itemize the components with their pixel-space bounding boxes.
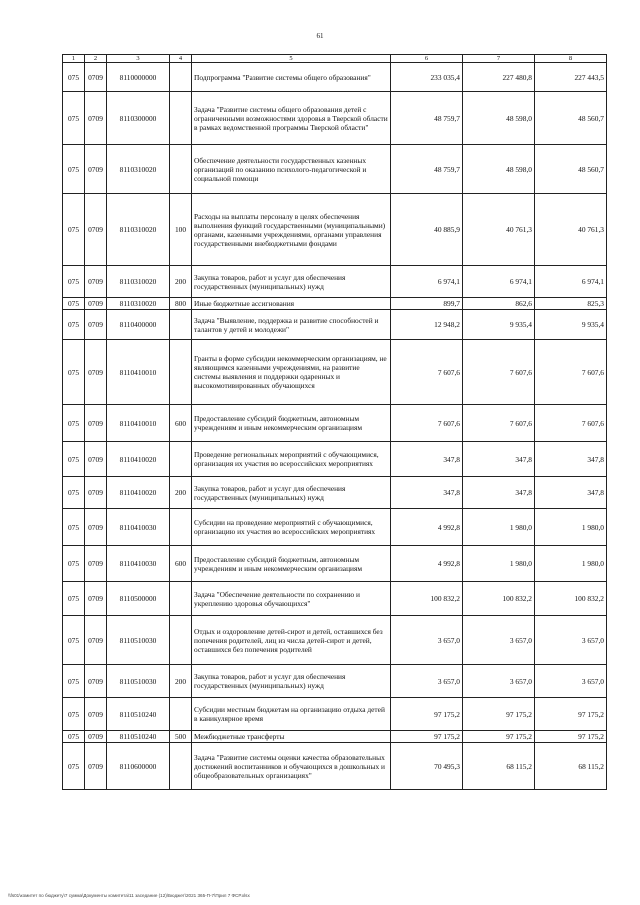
cell-amount-col8: 7 607,6 xyxy=(535,340,607,405)
cell-admin-code: 075 xyxy=(63,698,85,731)
cell-amount-col8: 68 115,2 xyxy=(535,743,607,790)
cell-amount-col6: 3 657,0 xyxy=(391,616,463,665)
cell-amount-col7: 3 657,0 xyxy=(463,665,535,698)
cell-description: Закупка товаров, работ и услуг для обеспечения государственных (муниципальных) нужд xyxy=(192,477,391,509)
cell-amount-col8: 48 560,7 xyxy=(535,145,607,194)
cell-amount-col8: 7 607,6 xyxy=(535,405,607,442)
cell-section-code: 0709 xyxy=(85,509,107,546)
cell-expense-type xyxy=(170,616,192,665)
cell-amount-col8: 97 175,2 xyxy=(535,698,607,731)
cell-description: Задача "Развитие системы оценки качества образовательных достижений воспитанников и обучающихся в дошкольных и общеобразовательных организациях" xyxy=(192,743,391,790)
cell-target-code: 8110510240 xyxy=(107,731,170,743)
cell-admin-code: 075 xyxy=(63,477,85,509)
cell-expense-type: 100 xyxy=(170,194,192,266)
cell-amount-col8: 227 443,5 xyxy=(535,63,607,92)
table-row xyxy=(63,546,607,582)
cell-admin-code: 075 xyxy=(63,582,85,616)
cell-section-code: 0709 xyxy=(85,616,107,665)
cell-section-code: 0709 xyxy=(85,298,107,310)
cell-section-code: 0709 xyxy=(85,405,107,442)
cell-description: Отдых и оздоровление детей-сирот и детей, оставшихся без попечения родителей, лиц из числа детей-сирот и детей, оставшихся без попечения родителей xyxy=(192,616,391,665)
cell-section-code: 0709 xyxy=(85,92,107,145)
cell-amount-col7: 100 832,2 xyxy=(463,582,535,616)
cell-amount-col7: 1 980,0 xyxy=(463,546,535,582)
table-row xyxy=(63,477,607,509)
table-row xyxy=(63,743,607,790)
cell-target-code: 8110310020 xyxy=(107,298,170,310)
cell-amount-col7: 97 175,2 xyxy=(463,698,535,731)
cell-amount-col6: 7 607,6 xyxy=(391,405,463,442)
cell-description: Подпрограмма "Развитие системы общего образования" xyxy=(192,63,391,92)
cell-amount-col8: 3 657,0 xyxy=(535,665,607,698)
table-row xyxy=(63,266,607,298)
table-row xyxy=(63,405,607,442)
cell-admin-code: 075 xyxy=(63,442,85,477)
cell-amount-col8: 347,8 xyxy=(535,442,607,477)
cell-amount-col7: 68 115,2 xyxy=(463,743,535,790)
cell-description: Гранты в форме субсидии некоммерческим организациям, не являющимся казенными учреждениями, на развитие системы выявления и поддержки одаренных и высокомотивированных обучающихся xyxy=(192,340,391,405)
cell-expense-type xyxy=(170,509,192,546)
cell-description: Иные бюджетные ассигнования xyxy=(192,298,391,310)
table-row xyxy=(63,698,607,731)
table-row xyxy=(63,194,607,266)
cell-section-code: 0709 xyxy=(85,63,107,92)
cell-expense-type xyxy=(170,340,192,405)
cell-amount-col8: 347,8 xyxy=(535,477,607,509)
cell-amount-col6: 7 607,6 xyxy=(391,340,463,405)
cell-admin-code: 075 xyxy=(63,665,85,698)
cell-description: Закупка товаров, работ и услуг для обеспечения государственных (муниципальных) нужд xyxy=(192,266,391,298)
cell-description: Субсидии на проведение мероприятий с обучающимися, организацию их участия во всероссийских мероприятиях xyxy=(192,509,391,546)
cell-expense-type: 200 xyxy=(170,477,192,509)
table-row xyxy=(63,63,607,92)
cell-amount-col8: 1 980,0 xyxy=(535,509,607,546)
table-row xyxy=(63,509,607,546)
cell-description: Предоставление субсидий бюджетным, автономным учреждениям и иным некоммерческим организациям xyxy=(192,546,391,582)
cell-amount-col7: 227 480,8 xyxy=(463,63,535,92)
cell-amount-col6: 6 974,1 xyxy=(391,266,463,298)
table-row xyxy=(63,340,607,405)
cell-description: Обеспечение деятельности государственных казенных организаций по оказанию психолого-педагогической и социальной помощи xyxy=(192,145,391,194)
cell-amount-col8: 40 761,3 xyxy=(535,194,607,266)
cell-description: Предоставление субсидий бюджетным, автономным учреждениям и иным некоммерческим организациям xyxy=(192,405,391,442)
cell-admin-code: 075 xyxy=(63,731,85,743)
column-header: 7 xyxy=(463,55,535,63)
budget-table xyxy=(62,54,607,790)
table-row xyxy=(63,731,607,743)
cell-section-code: 0709 xyxy=(85,194,107,266)
cell-section-code: 0709 xyxy=(85,743,107,790)
cell-target-code: 8110310020 xyxy=(107,266,170,298)
cell-expense-type xyxy=(170,92,192,145)
cell-amount-col6: 100 832,2 xyxy=(391,582,463,616)
cell-amount-col7: 97 175,2 xyxy=(463,731,535,743)
cell-expense-type xyxy=(170,63,192,92)
cell-amount-col6: 97 175,2 xyxy=(391,731,463,743)
cell-amount-col6: 347,8 xyxy=(391,477,463,509)
cell-amount-col6: 48 759,7 xyxy=(391,145,463,194)
cell-admin-code: 075 xyxy=(63,63,85,92)
cell-admin-code: 075 xyxy=(63,405,85,442)
column-header: 5 xyxy=(192,55,391,63)
file-path-footer: \\fs01\комитет по бюджету\7 сумма\Документы комитета\11 заседание (12)\Бюджет\2021 365-П-7\Прил 7 ФСР.xlsx xyxy=(8,893,250,898)
cell-expense-type: 800 xyxy=(170,298,192,310)
cell-target-code: 8110410020 xyxy=(107,477,170,509)
cell-target-code: 8110410010 xyxy=(107,340,170,405)
cell-amount-col6: 4 992,8 xyxy=(391,546,463,582)
cell-amount-col7: 40 761,3 xyxy=(463,194,535,266)
cell-target-code: 8110310020 xyxy=(107,194,170,266)
cell-amount-col7: 347,8 xyxy=(463,477,535,509)
cell-target-code: 8110000000 xyxy=(107,63,170,92)
cell-admin-code: 075 xyxy=(63,92,85,145)
cell-admin-code: 075 xyxy=(63,310,85,340)
cell-amount-col6: 48 759,7 xyxy=(391,92,463,145)
cell-description: Закупка товаров, работ и услуг для обеспечения государственных (муниципальных) нужд xyxy=(192,665,391,698)
cell-section-code: 0709 xyxy=(85,582,107,616)
table-row xyxy=(63,582,607,616)
page-number: 61 xyxy=(316,32,324,40)
cell-expense-type: 500 xyxy=(170,731,192,743)
cell-target-code: 8110600000 xyxy=(107,743,170,790)
column-header: 1 xyxy=(63,55,85,63)
table-row xyxy=(63,665,607,698)
cell-amount-col6: 4 992,8 xyxy=(391,509,463,546)
column-header: 3 xyxy=(107,55,170,63)
cell-expense-type: 200 xyxy=(170,266,192,298)
cell-admin-code: 075 xyxy=(63,298,85,310)
table-row xyxy=(63,298,607,310)
cell-section-code: 0709 xyxy=(85,145,107,194)
cell-amount-col6: 3 657,0 xyxy=(391,665,463,698)
cell-target-code: 8110510030 xyxy=(107,616,170,665)
column-header: 6 xyxy=(391,55,463,63)
cell-amount-col7: 48 598,0 xyxy=(463,145,535,194)
cell-section-code: 0709 xyxy=(85,731,107,743)
cell-expense-type: 600 xyxy=(170,405,192,442)
cell-target-code: 8110510240 xyxy=(107,698,170,731)
cell-amount-col7: 48 598,0 xyxy=(463,92,535,145)
cell-amount-col7: 6 974,1 xyxy=(463,266,535,298)
cell-amount-col8: 1 980,0 xyxy=(535,546,607,582)
cell-target-code: 8110410010 xyxy=(107,405,170,442)
cell-section-code: 0709 xyxy=(85,310,107,340)
cell-amount-col7: 7 607,6 xyxy=(463,405,535,442)
cell-expense-type: 200 xyxy=(170,665,192,698)
cell-target-code: 8110400000 xyxy=(107,310,170,340)
cell-section-code: 0709 xyxy=(85,442,107,477)
cell-section-code: 0709 xyxy=(85,665,107,698)
cell-amount-col6: 233 035,4 xyxy=(391,63,463,92)
cell-amount-col6: 97 175,2 xyxy=(391,698,463,731)
cell-target-code: 8110510030 xyxy=(107,665,170,698)
cell-description: Межбюджетные трансферты xyxy=(192,731,391,743)
cell-admin-code: 075 xyxy=(63,340,85,405)
cell-admin-code: 075 xyxy=(63,145,85,194)
cell-admin-code: 075 xyxy=(63,743,85,790)
table-row xyxy=(63,616,607,665)
cell-section-code: 0709 xyxy=(85,340,107,405)
cell-description: Субсидии местным бюджетам на организацию отдыха детей в каникулярное время xyxy=(192,698,391,731)
cell-target-code: 8110300000 xyxy=(107,92,170,145)
cell-description: Проведение региональных мероприятий с обучающимися, организация их участия во всероссийских мероприятиях xyxy=(192,442,391,477)
cell-section-code: 0709 xyxy=(85,266,107,298)
cell-amount-col7: 9 935,4 xyxy=(463,310,535,340)
cell-amount-col7: 1 980,0 xyxy=(463,509,535,546)
cell-expense-type xyxy=(170,310,192,340)
cell-expense-type xyxy=(170,582,192,616)
cell-section-code: 0709 xyxy=(85,477,107,509)
cell-section-code: 0709 xyxy=(85,698,107,731)
cell-description: Задача "Обеспечение деятельности по сохранению и укреплению здоровья обучающихся" xyxy=(192,582,391,616)
cell-expense-type xyxy=(170,743,192,790)
cell-amount-col7: 862,6 xyxy=(463,298,535,310)
cell-amount-col6: 40 885,9 xyxy=(391,194,463,266)
table-row xyxy=(63,92,607,145)
cell-target-code: 8110500000 xyxy=(107,582,170,616)
cell-amount-col8: 100 832,2 xyxy=(535,582,607,616)
cell-expense-type: 600 xyxy=(170,546,192,582)
cell-amount-col8: 48 560,7 xyxy=(535,92,607,145)
table-row xyxy=(63,310,607,340)
cell-amount-col8: 6 974,1 xyxy=(535,266,607,298)
cell-admin-code: 075 xyxy=(63,546,85,582)
cell-amount-col6: 347,8 xyxy=(391,442,463,477)
cell-amount-col6: 12 948,2 xyxy=(391,310,463,340)
column-header: 8 xyxy=(535,55,607,63)
cell-target-code: 8110410030 xyxy=(107,509,170,546)
cell-admin-code: 075 xyxy=(63,194,85,266)
table-row xyxy=(63,442,607,477)
column-header: 4 xyxy=(170,55,192,63)
cell-amount-col6: 899,7 xyxy=(391,298,463,310)
cell-target-code: 8110310020 xyxy=(107,145,170,194)
cell-amount-col8: 97 175,2 xyxy=(535,731,607,743)
cell-amount-col6: 70 495,3 xyxy=(391,743,463,790)
cell-amount-col7: 7 607,6 xyxy=(463,340,535,405)
cell-target-code: 8110410020 xyxy=(107,442,170,477)
cell-amount-col8: 9 935,4 xyxy=(535,310,607,340)
cell-admin-code: 075 xyxy=(63,616,85,665)
cell-amount-col8: 825,3 xyxy=(535,298,607,310)
cell-expense-type xyxy=(170,442,192,477)
cell-target-code: 8110410030 xyxy=(107,546,170,582)
cell-description: Задача "Выявление, поддержка и развитие способностей и талантов у детей и молодежи" xyxy=(192,310,391,340)
cell-expense-type xyxy=(170,698,192,731)
cell-amount-col8: 3 657,0 xyxy=(535,616,607,665)
cell-description: Расходы на выплаты персоналу в целях обеспечения выполнения функций государственными (муниципальными) органами, казенными учреждениями, органами управления государственными внебюджетными фондами xyxy=(192,194,391,266)
cell-amount-col7: 3 657,0 xyxy=(463,616,535,665)
cell-expense-type xyxy=(170,145,192,194)
column-number-row xyxy=(63,55,607,63)
table-row xyxy=(63,145,607,194)
column-header: 2 xyxy=(85,55,107,63)
cell-section-code: 0709 xyxy=(85,546,107,582)
cell-description: Задача "Развитие системы общего образования детей с ограниченными возможностями здоровья в Тверской области в рамках ведомственной программы Тверской области" xyxy=(192,92,391,145)
cell-admin-code: 075 xyxy=(63,266,85,298)
cell-admin-code: 075 xyxy=(63,509,85,546)
cell-amount-col7: 347,8 xyxy=(463,442,535,477)
